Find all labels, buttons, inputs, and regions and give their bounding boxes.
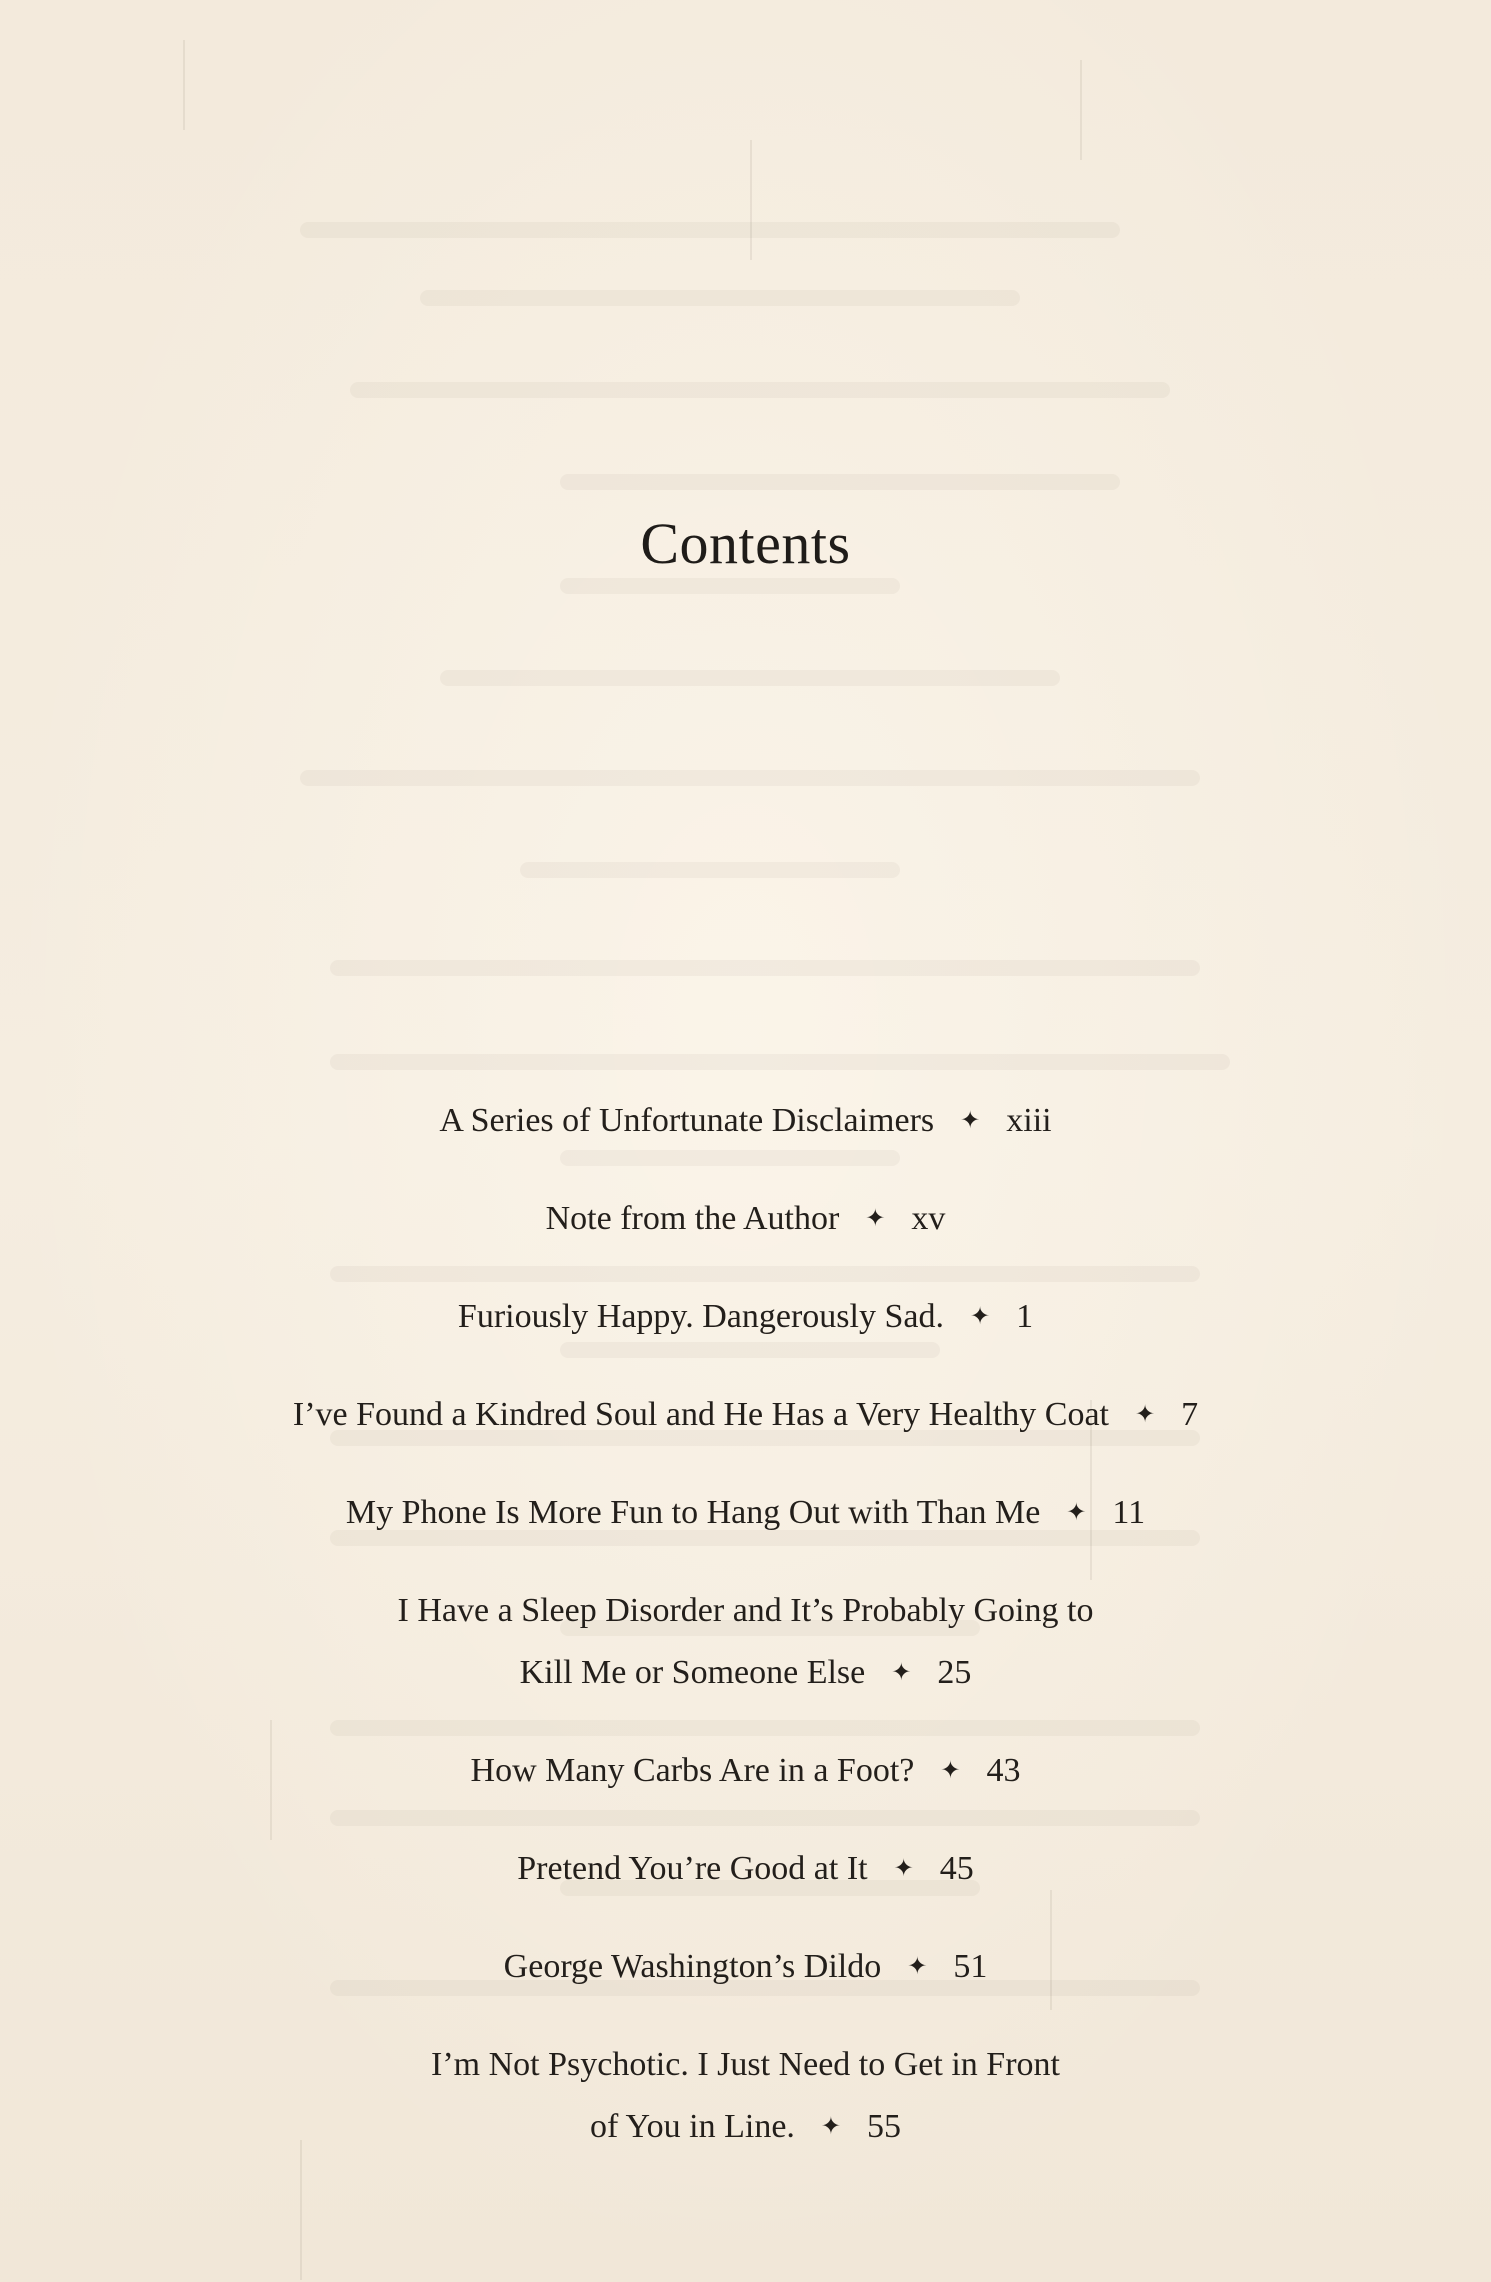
star-separator-icon: ✦ — [865, 1206, 886, 1232]
toc-entry-page: 45 — [939, 1850, 974, 1887]
toc-entry-title-line-1: I’m Not Psychotic. I Just Need to Get in Front — [431, 2046, 1060, 2083]
star-separator-icon: ✦ — [969, 1304, 991, 1330]
star-separator-icon: ✦ — [907, 1954, 928, 1980]
page-title: Contents — [640, 511, 851, 576]
toc-entry-title: I’ve Found a Kindred Soul and He Has a Very Healthy Coat — [292, 1396, 1110, 1433]
toc-entry-title: Kill Me or Someone Else — [519, 1654, 866, 1691]
toc-entry-title: Pretend You’re Good at It — [517, 1850, 868, 1887]
toc-entry-title: A Series of Unfortunate Disclaimers — [439, 1102, 935, 1139]
toc-entry — [0, 1286, 1491, 1351]
star-separator-icon: ✦ — [940, 1758, 961, 1784]
toc-entry-page: 25 — [937, 1654, 972, 1691]
toc-entry-title: Note from the Author — [545, 1200, 840, 1237]
toc-entry-page: 1 — [1016, 1298, 1034, 1335]
star-separator-icon: ✦ — [1066, 1500, 1087, 1526]
toc-entry — [0, 1090, 1491, 1155]
toc-entry-title: My Phone Is More Fun to Hang Out with Than Me — [345, 1494, 1041, 1531]
toc-entry-title-line-2 — [0, 2096, 1491, 2161]
toc-entry — [0, 1384, 1491, 1449]
toc-entry — [0, 1580, 1491, 1707]
toc-entry-page: 11 — [1112, 1494, 1146, 1531]
star-separator-icon: ✦ — [1135, 1402, 1156, 1428]
toc-entry — [0, 2034, 1491, 2161]
toc-entry — [0, 1936, 1491, 2001]
toc-entry-title-line-1: I Have a Sleep Disorder and It’s Probably Going to — [397, 1592, 1094, 1629]
toc-entry — [0, 1188, 1491, 1253]
toc-entry-title: George Washington’s Dildo — [503, 1948, 882, 1985]
toc-entry-title: How Many Carbs Are in a Foot? — [470, 1752, 915, 1789]
toc-entry-page: 51 — [953, 1948, 988, 1985]
toc-entry-page: 7 — [1181, 1396, 1199, 1433]
toc-entry-page: 55 — [867, 2108, 902, 2145]
toc-entry-title-line-2 — [0, 1642, 1491, 1707]
table-of-contents — [0, 1090, 1491, 2194]
toc-entry-page: xv — [911, 1200, 946, 1237]
toc-entry-title: Furiously Happy. Dangerously Sad. — [457, 1298, 944, 1335]
toc-entry-title: of You in Line. — [589, 2108, 795, 2145]
toc-entry-page: 43 — [986, 1752, 1021, 1789]
toc-entry — [0, 1740, 1491, 1805]
star-separator-icon: ✦ — [893, 1856, 914, 1882]
star-separator-icon: ✦ — [820, 2114, 842, 2140]
toc-entry-page: xiii — [1006, 1102, 1052, 1139]
toc-entry — [0, 1482, 1491, 1547]
toc-entry — [0, 1838, 1491, 1903]
star-separator-icon: ✦ — [960, 1108, 981, 1134]
star-separator-icon: ✦ — [891, 1660, 912, 1686]
